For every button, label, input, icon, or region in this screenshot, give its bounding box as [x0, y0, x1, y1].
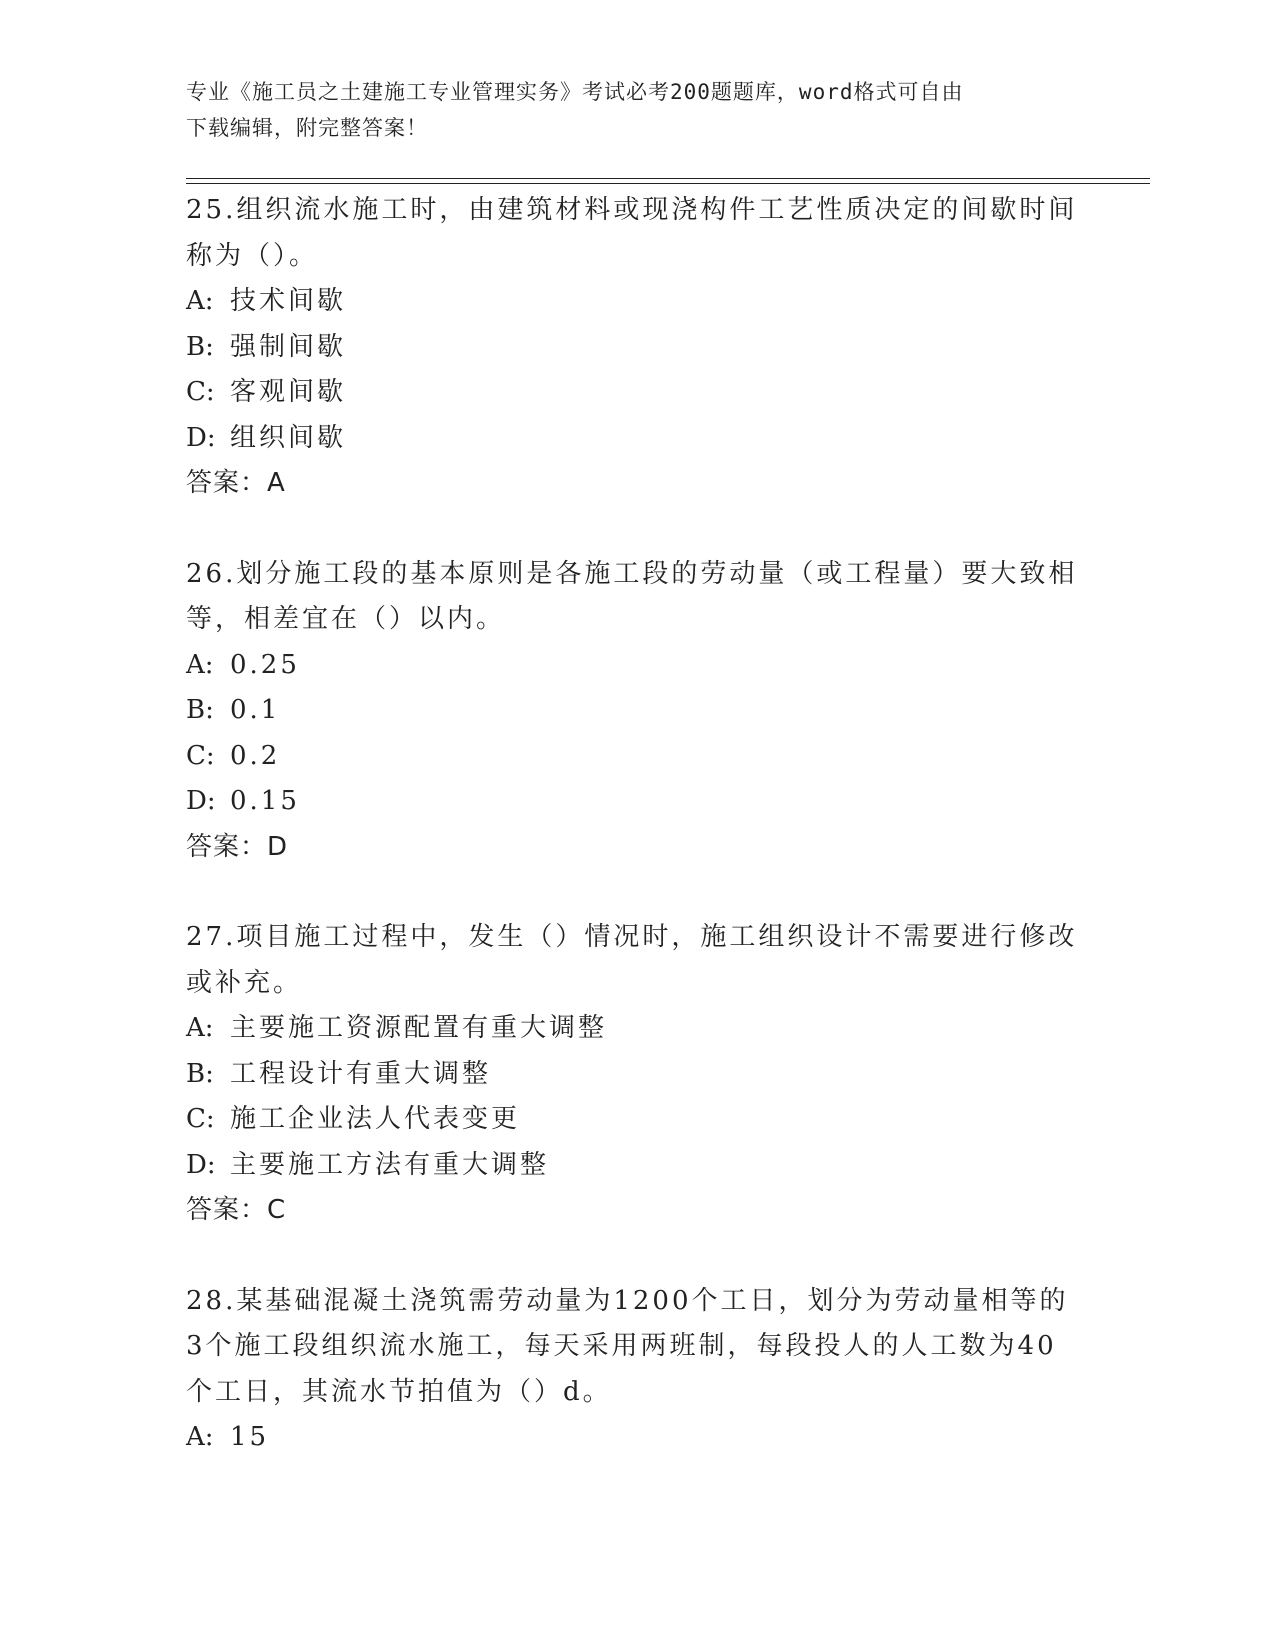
option-a	[186, 1415, 1086, 1461]
header-line-2: 下载编辑，附完整答案！	[186, 116, 428, 140]
option-a	[186, 643, 1086, 689]
question-list	[186, 188, 1086, 1461]
question-stem: 26.划分施工段的基本原则是各施工段的劳动量（或工程量）要大致相	[186, 558, 1078, 589]
option-letter: C:	[186, 740, 215, 771]
option-text: 主要施工资源配置有重大调整	[230, 1013, 608, 1043]
option-letter: C:	[186, 377, 215, 407]
option-text: 施工企业法人代表变更	[230, 1104, 521, 1134]
option-text: 15	[230, 1422, 270, 1452]
option-c	[186, 370, 1086, 416]
option-c	[186, 734, 1086, 780]
option-letter: B:	[186, 331, 214, 362]
question-28	[186, 1279, 1086, 1461]
answer-line: 答案：A	[186, 468, 286, 498]
option-d	[186, 779, 1086, 825]
option-text: 强制间歇	[230, 331, 347, 362]
option-text: 主要施工方法有重大调整	[230, 1149, 550, 1180]
option-b	[186, 1052, 1086, 1098]
question-stem: 等，相差宜在（）以内。	[186, 604, 506, 634]
option-letter: D:	[186, 786, 216, 816]
question-stem: 28.某基础混凝土浇筑需劳动量为1200个工日，划分为劳动量相等的	[186, 1285, 1069, 1316]
option-letter: B:	[186, 695, 214, 725]
option-c	[186, 1097, 1086, 1143]
option-a	[186, 1006, 1086, 1052]
spacer	[186, 507, 1086, 552]
question-stem: 27.项目施工过程中，发生（）情况时，施工组织设计不需要进行修改	[186, 922, 1078, 952]
header-line-1: 专业《施工员之土建施工专业管理实务》考试必考200题题库，word格式可自由	[186, 80, 964, 104]
question-26	[186, 552, 1086, 871]
option-b	[186, 325, 1086, 371]
option-letter: A:	[186, 286, 214, 316]
option-a	[186, 279, 1086, 325]
option-d	[186, 1143, 1086, 1189]
header-divider-top	[186, 178, 1150, 179]
question-27	[186, 915, 1086, 1234]
option-text: 0.1	[230, 695, 281, 725]
option-text: 0.15	[230, 786, 300, 816]
header-divider-bottom	[186, 183, 1150, 184]
document-header	[186, 74, 1066, 146]
answer-line: 答案：C	[186, 1195, 287, 1225]
option-text: 工程设计有重大调整	[230, 1058, 492, 1089]
question-stem: 3个施工段组织流水施工，每天采用两班制，每段投人的人工数为40	[186, 1331, 1057, 1361]
option-text: 客观间歇	[230, 377, 347, 407]
option-letter: B:	[186, 1058, 214, 1089]
option-letter: A:	[186, 1013, 214, 1043]
question-stem: 个工日，其流水节拍值为（）d。	[186, 1376, 612, 1407]
question-stem: 称为（）。	[186, 240, 319, 271]
question-25	[186, 188, 1086, 507]
option-letter: D:	[186, 1149, 216, 1180]
option-letter: D:	[186, 422, 216, 453]
option-letter: A:	[186, 1422, 214, 1452]
question-stem: 或补充。	[186, 967, 303, 998]
option-text: 组织间歇	[230, 422, 347, 453]
option-text: 0.2	[230, 740, 281, 771]
spacer	[186, 1234, 1086, 1279]
option-letter: C:	[186, 1104, 215, 1134]
option-text: 0.25	[230, 649, 300, 680]
question-stem: 25.组织流水施工时，由建筑材料或现浇构件工艺性质决定的间歇时间	[186, 195, 1078, 225]
option-text: 技术间歇	[230, 286, 347, 316]
answer-line: 答案：D	[186, 831, 289, 862]
option-letter: A:	[186, 649, 214, 680]
spacer	[186, 870, 1086, 915]
option-d	[186, 416, 1086, 462]
option-b	[186, 688, 1086, 734]
